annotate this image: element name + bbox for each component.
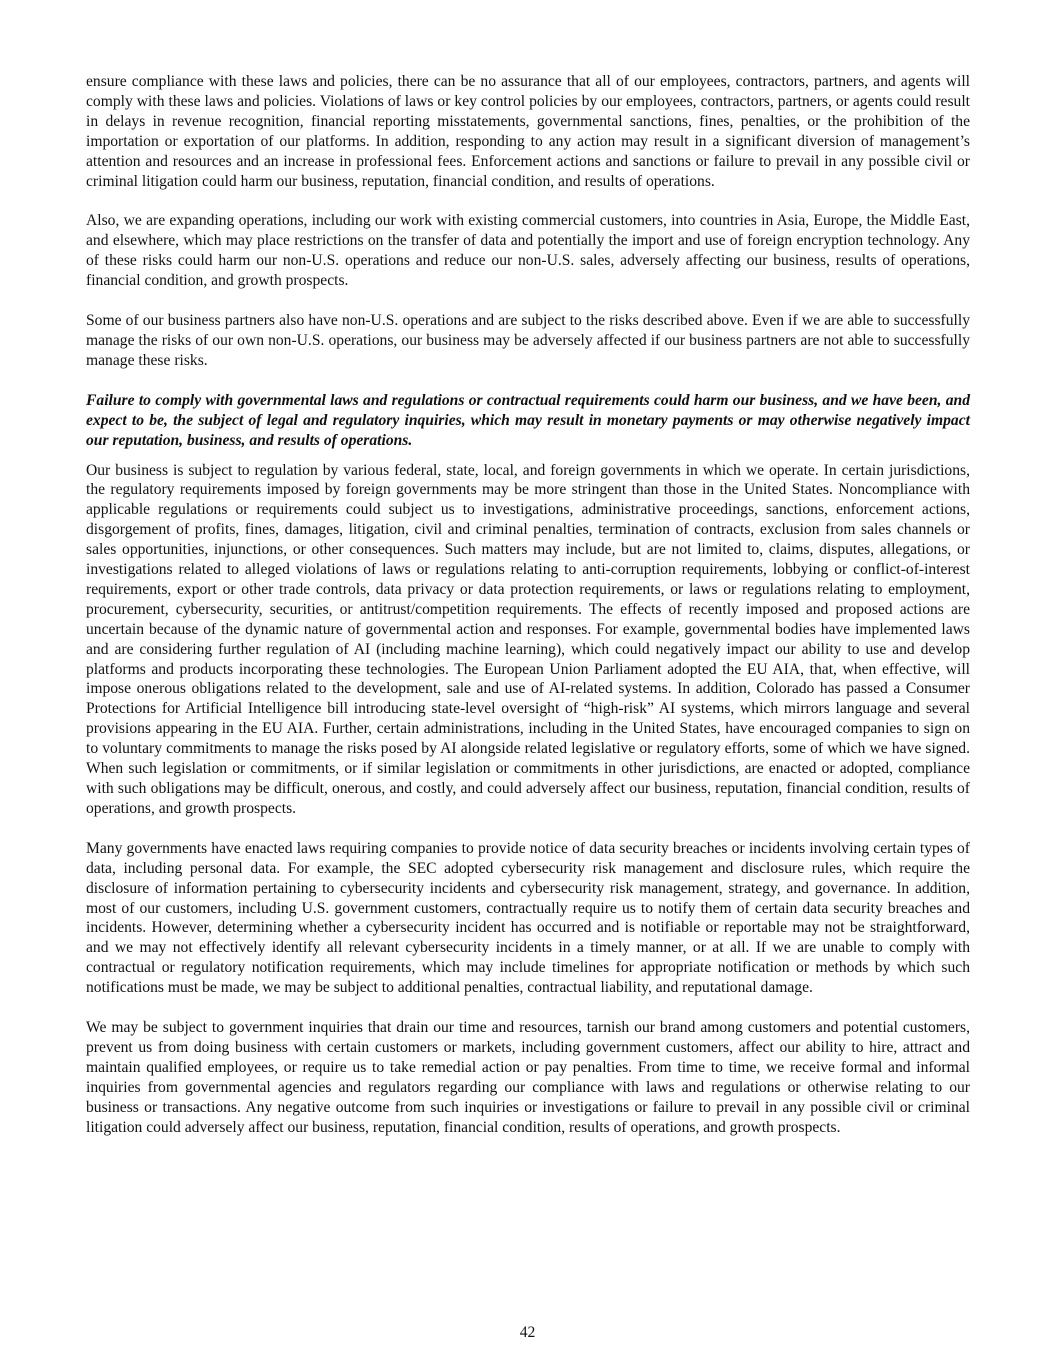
risk-factor-heading: Failure to comply with governmental laws and regulations or contractual requirements could harm our business, and we have been, and expect to be, the subject of legal and regulatory inquiries, which may result in monetary payments or may otherwise negatively impact our reputation, business, and results of operations. [86, 391, 970, 449]
paragraph-compliance-continuation: ensure compliance with these laws and policies, there can be no assurance that all of our employees, contractors, partners, and agents will comply with these laws and policies. Violations of laws or key control policies by our employees, contractors, partners, or agents could result in delays in revenue recognition, financial reporting misstatements, governmental sanctions, fines, penalties, or the prohibition of the importation or exportation of our platforms. In addition, responding to any action may result in a significant diversion of management’s attention and resources and an increase in professional fees. Enforcement actions and sanctions or failure to prevail in any possible civil or criminal litigation could harm our business, reputation, financial condition, and results of operations. [86, 73, 970, 190]
paragraph-business-partners: Some of our business partners also have non-U.S. operations and are subject to the risks described above. Even if we are able to successfully manage the risks of our own non-U.S. operations, our business may be adversely affected if our business partners are not able to successfully manage these risks. [86, 312, 970, 369]
page-number: 42 [519, 1324, 536, 1341]
paragraph-expanding-operations: Also, we are expanding operations, including our work with existing commercial customers, into countries in Asia, Europe, the Middle East, and elsewhere, which may place restrictions on the transfer of data and potentially the import and use of foreign encryption technology. Any of these risks could harm our non-U.S. operations and reduce our non-U.S. sales, adversely affecting our business, results of operations, financial condition, and growth prospects. [86, 212, 970, 290]
paragraph-breach-notification: Many governments have enacted laws requiring companies to provide notice of data security breaches or incidents involving certain types of data, including personal data. For example, the SEC adopted cybersecurity risk management and disclosure rules, which require the disclosure of information pertaining to cybersecurity incidents and cybersecurity risk management, strategy, and governance. In addition, most of our customers, including U.S. government customers, contractually require us to notify them of certain data security breaches and incidents. However, determining whether a cybersecurity incident has occurred and is notifiable or reportable may not be straightforward, and we may not effectively identify all relevant cybersecurity incidents in a timely manner, or at all. If we are unable to comply with contractual or regulatory notification requirements, which may include timelines for appropriate notification or methods by which such notifications must be made, we may be subject to additional penalties, contractual liability, and reputational damage. [86, 839, 970, 997]
paragraph-government-inquiries: We may be subject to government inquiries that drain our time and resources, tarnish our brand among customers and potential customers, prevent us from doing business with certain customers or markets, including government customers, affect our ability to hire, attract and maintain qualified employees, or require us to take remedial action or pay penalties. From time to time, we receive formal and informal inquiries from governmental agencies and regulators regarding our compliance with laws and regulations or otherwise relating to our business or transactions. Any negative outcome from such inquiries or investigations or failure to prevail in any possible civil or criminal litigation could adversely affect our business, reputation, financial condition, results of operations, and growth prospects. [86, 1019, 970, 1136]
paragraph-regulation: Our business is subject to regulation by various federal, state, local, and foreign governments in which we operate. In certain jurisdictions, the regulatory requirements imposed by foreign governments may be more stringent than those in the United States. Noncompliance with applicable regulations or requirements could subject us to investigations, administrative proceedings, sanctions, enforcement actions, disgorgement of profits, fines, damages, litigation, civil and criminal penalties, termination of contracts, exclusion from sales channels or sales opportunities, injunctions, or other consequences. Such matters may include, but are not limited to, claims, disputes, allegations, or investigations related to alleged violations of laws or regulations relating to anti-corruption requirements, lobbying or conflict-of-interest requirements, export or other trade controls, data privacy or data protection requirements, or laws or regulations relating to employment, procurement, cybersecurity, securities, or antitrust/competition requirements. The effects of recently imposed and proposed actions are uncertain because of the dynamic nature of governmental action and responses. For example, governmental bodies have implemented laws and are considering further regulation of AI (including machine learning), which could negatively impact our ability to use and develop platforms and products incorporating these technologies. The European Union Parliament adopted the EU AIA, that, when effective, will impose onerous obligations related to the development, sale and use of AI-related systems. In addition, Colorado has passed a Consumer Protections for Artificial Intelligence bill introducing state-level oversight of “high-risk” AI systems, which mirrors language and several provisions appearing in the EU AIA. Further, certain administrations, including in the United States, have encouraged companies to sign on to voluntary commitments to manage the risks posed by AI alongside related legislative or regulatory efforts, some of which we have signed. When such legislation or commitments, or if similar legislation or commitments in other jurisdictions, are enacted or adopted, compliance with such obligations may be difficult, onerous, and costly, and could adversely affect our business, reputation, financial condition, results of operations, and growth prospects. [86, 461, 970, 817]
document-page [86, 72, 970, 1138]
